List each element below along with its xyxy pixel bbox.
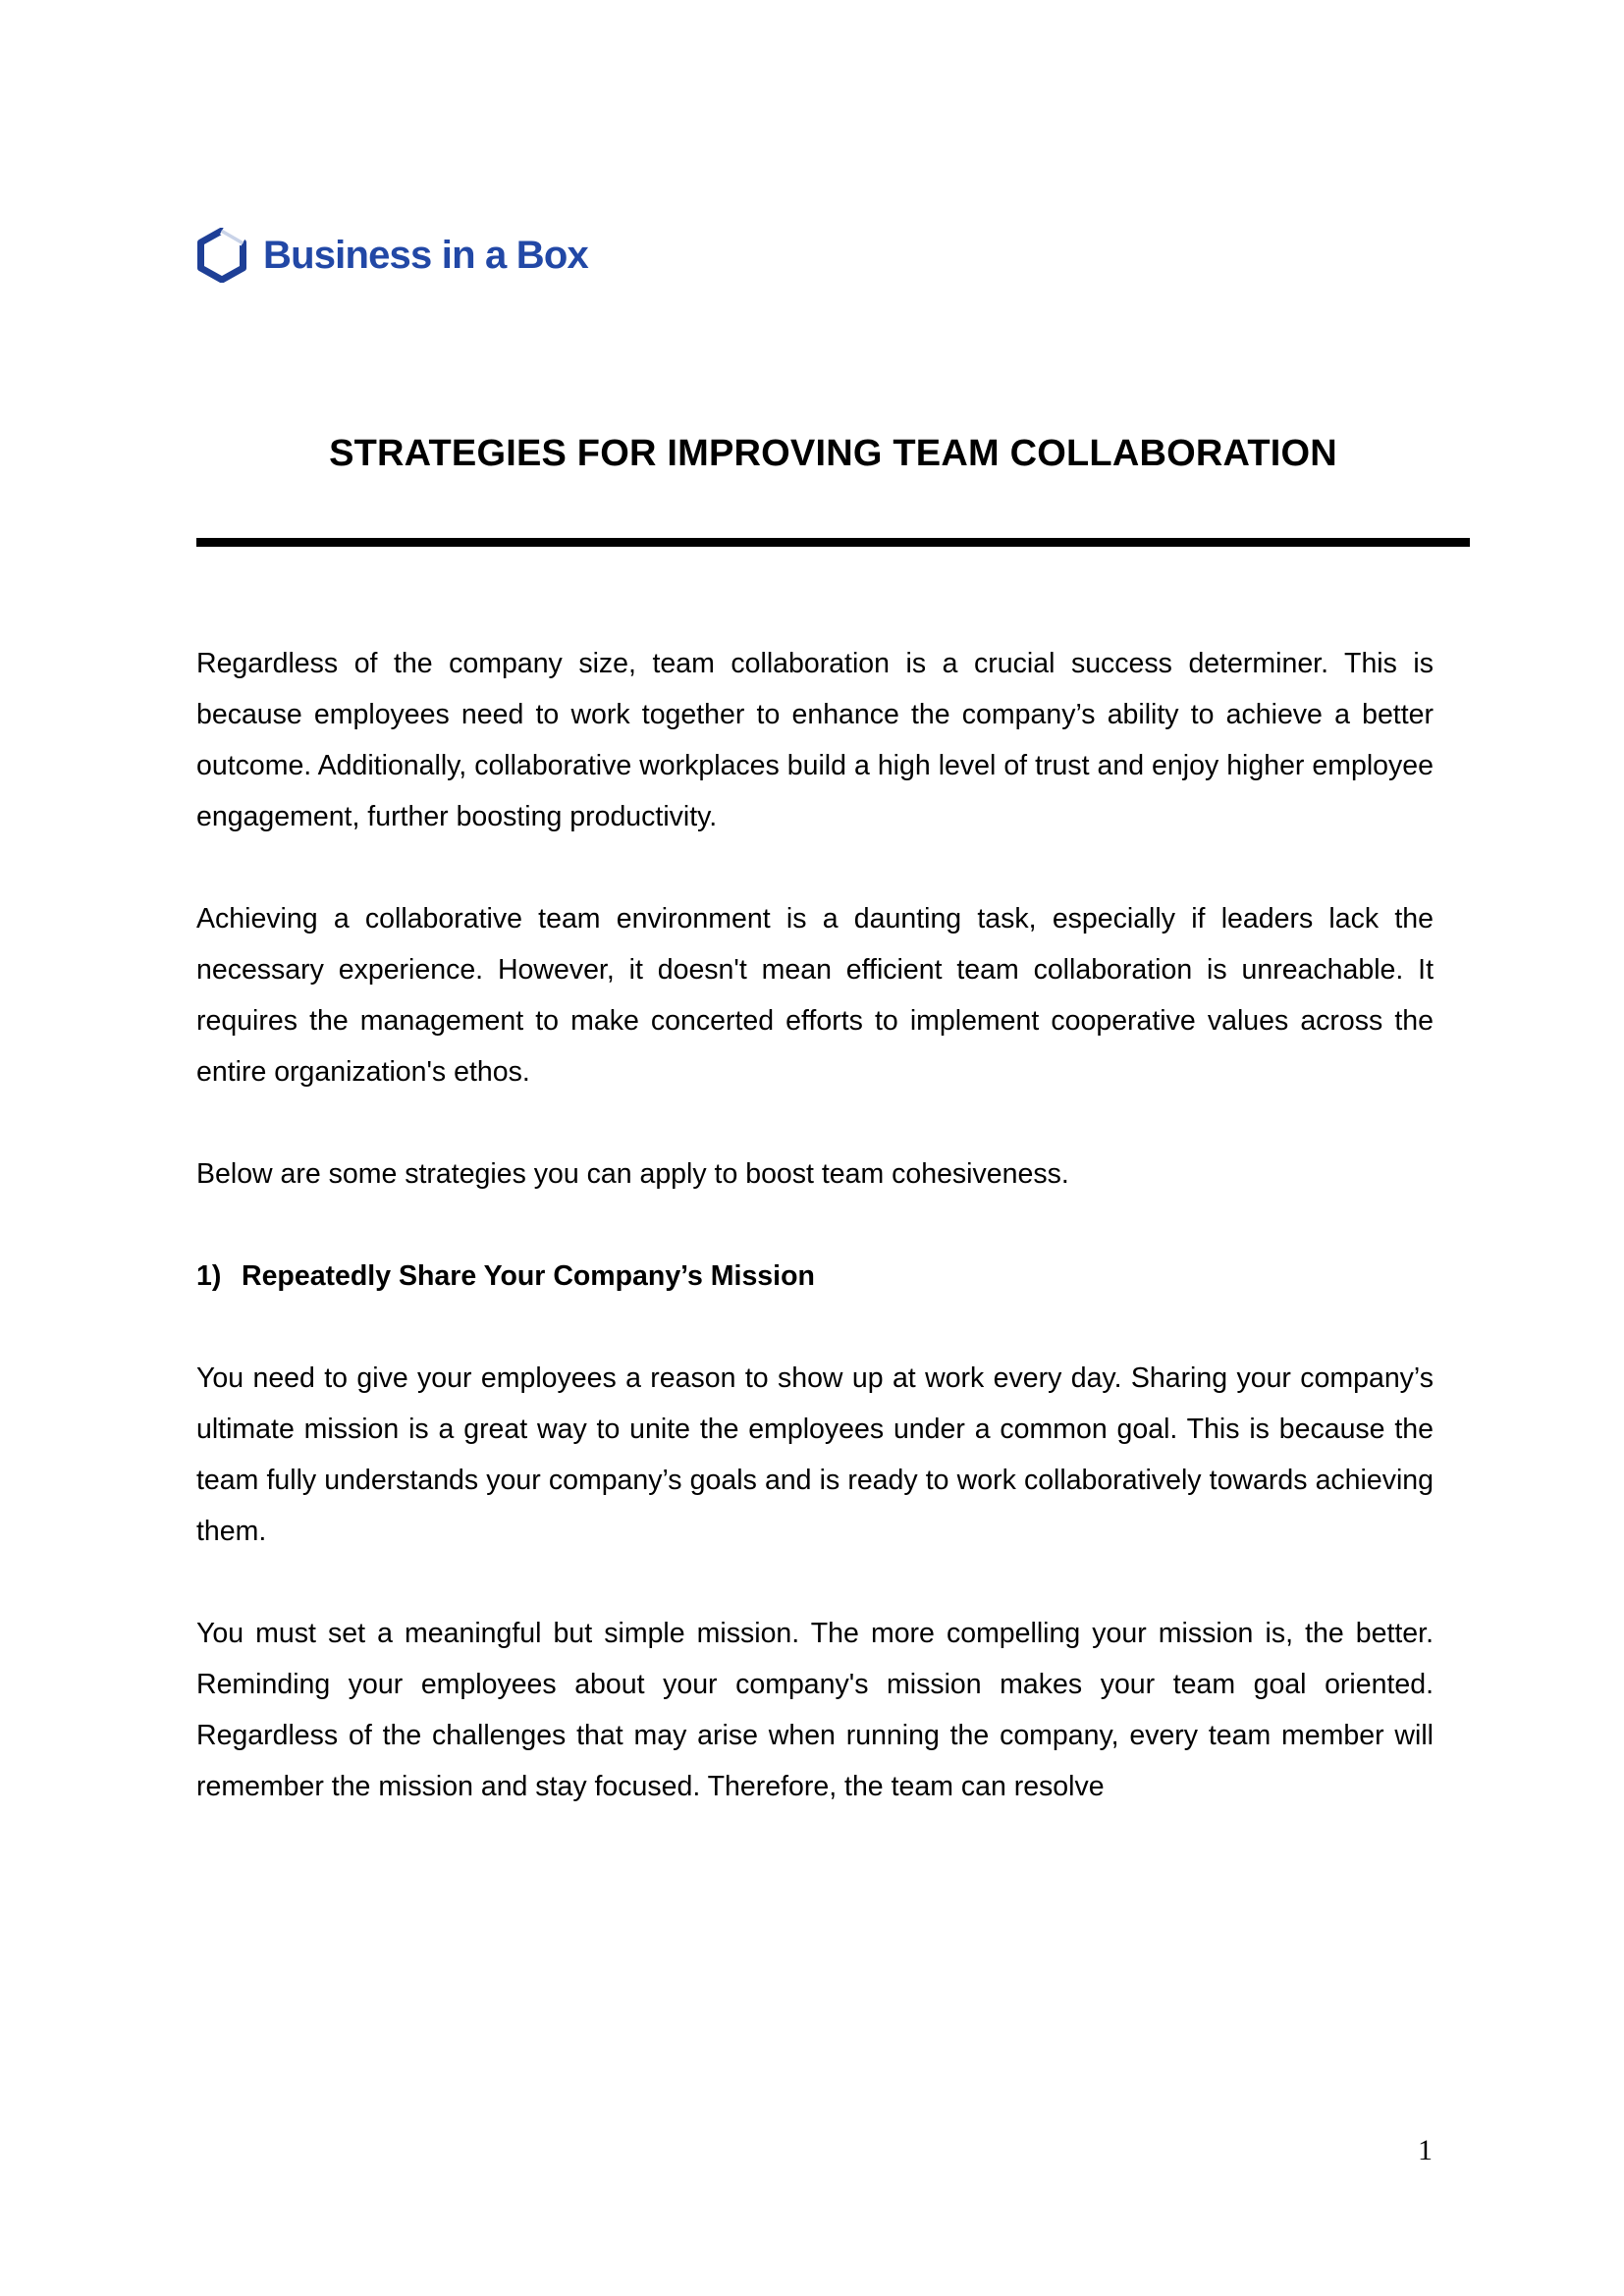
paragraph-4: You need to give your employees a reason to show up at work every day. Sharing your company’s ultimate mission is a great way to unite the employees under a common goal. This is because the team fully understands your company’s goals and is ready to work collaboratively towards achieving them. [196, 1362, 1434, 1547]
document-body [196, 638, 1434, 1863]
brand-logo-text: Business in a Box [263, 234, 588, 277]
paragraph-5: You must set a meaningful but simple mission. The more compelling your mission is, the better. Reminding your employees about your company's mission makes your team goal oriented. Regardless of the challenges that may arise when running the company, every team member will remember the mission and stay focused. Therefore, the team can resolve [196, 1618, 1434, 1802]
hexagon-outline-icon [196, 228, 247, 283]
section-heading-1 [196, 1251, 1434, 1302]
title-divider [196, 538, 1470, 547]
page-number: 1 [1418, 2134, 1433, 2166]
section-heading-number: 1) [196, 1260, 222, 1292]
paragraph-2: Achieving a collaborative team environment is a daunting task, especially if leaders lack the necessary experience. However, it doesn't mean efficient team collaboration is unreachable. It requires the management to make concerted efforts to implement cooperative values across the entire organization's ethos. [196, 903, 1434, 1088]
paragraph-1: Regardless of the company size, team collaboration is a crucial success determiner. This is because employees need to work together to enhance the company’s ability to achieve a better outcome. Additionally, collaborative workplaces build a high level of trust and enjoy higher employee engagement, further boosting productivity. [196, 648, 1434, 832]
section-heading-label: Repeatedly Share Your Company’s Mission [242, 1260, 815, 1292]
page-title: STRATEGIES FOR IMPROVING TEAM COLLABORATION [329, 433, 1337, 474]
brand-logo [196, 228, 588, 283]
paragraph-3: Below are some strategies you can apply to boost team cohesiveness. [196, 1158, 1069, 1190]
